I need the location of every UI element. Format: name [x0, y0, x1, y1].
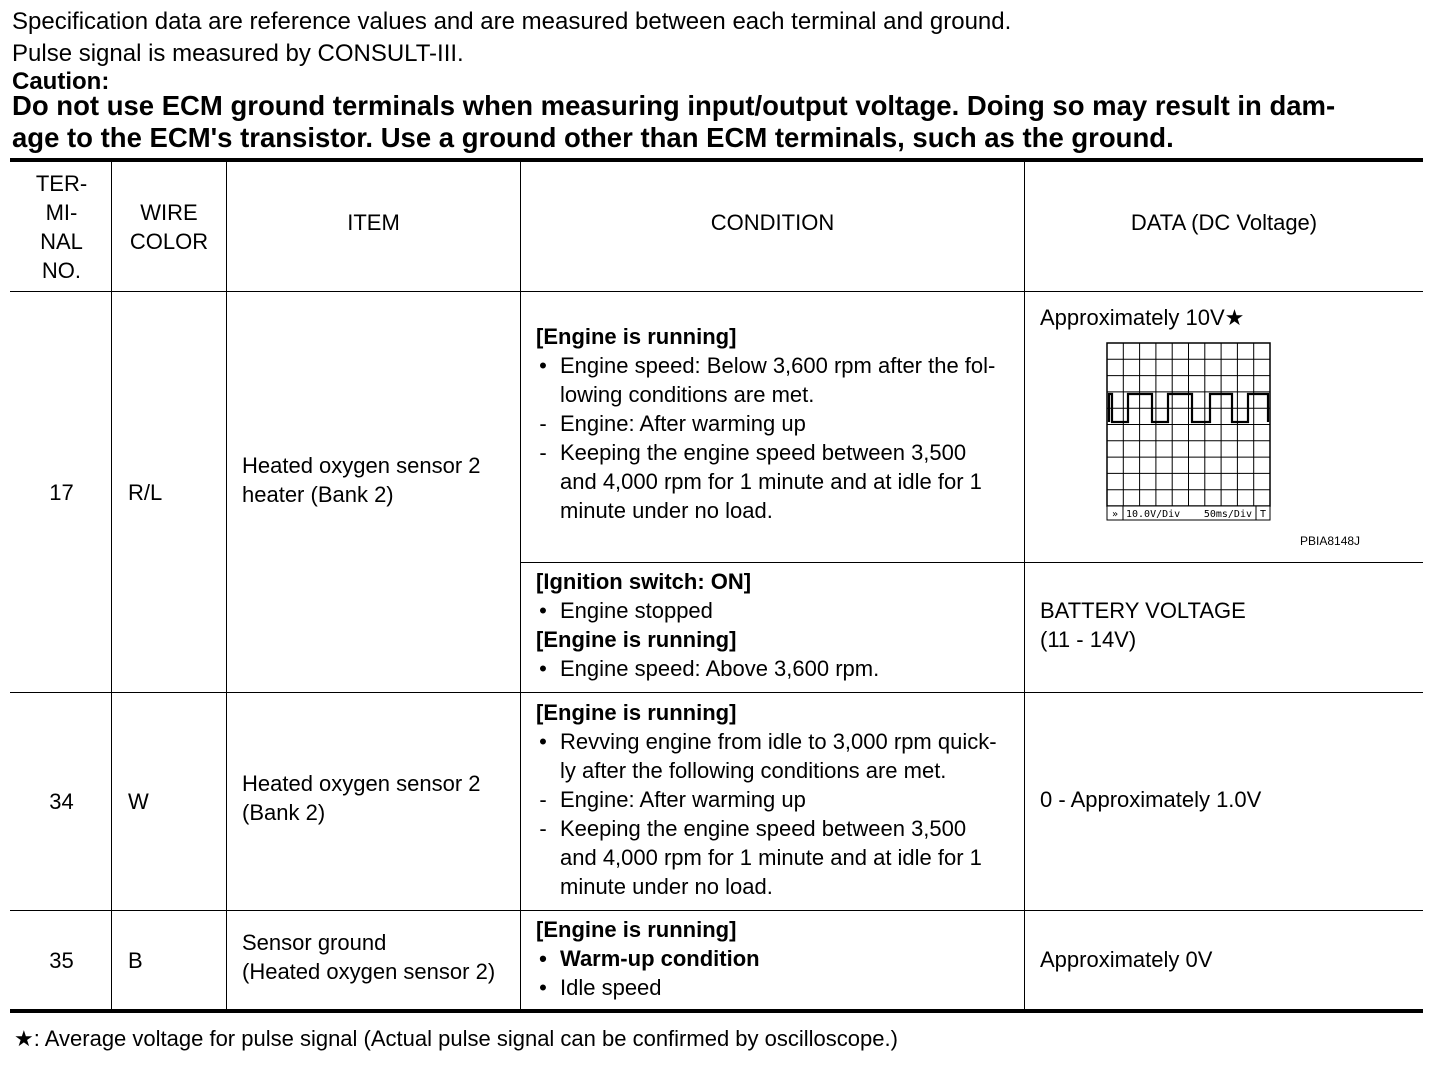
header-data — [1025, 162, 1423, 282]
condition-title: [Engine is running] — [536, 917, 737, 942]
condition-text: Idle speed — [560, 975, 662, 1000]
data-value: Approximately 10V — [1040, 305, 1225, 330]
table-bottom-rule — [10, 1009, 1423, 1013]
scope-trigger-icon: T — [1259, 509, 1267, 520]
condition-title: [Engine is running] — [536, 700, 737, 725]
header-terminal-line: MI- — [45, 199, 78, 225]
condition-title: [Engine is running] — [536, 324, 737, 349]
row35-item — [242, 911, 520, 1003]
data-value: (11 - 14V) — [1040, 627, 1137, 652]
condition-line — [536, 756, 1022, 785]
condition-line — [536, 409, 1022, 438]
condition-line — [536, 496, 1022, 525]
dash-marker: - — [539, 787, 547, 812]
wire-color: W — [128, 789, 149, 814]
row17-item — [242, 292, 520, 668]
condition-line — [536, 467, 1022, 496]
bullet-marker: • — [539, 946, 547, 971]
row17-data-1 — [1040, 303, 1244, 332]
row17-wire — [128, 292, 226, 692]
caution-line-1: Do not use ECM ground terminals when measuring input/output voltage. Doing so may result in dam- — [12, 90, 1336, 121]
condition-text: and 4,000 rpm for 1 minute and at idle for 1 — [560, 469, 982, 494]
row34-condition — [536, 698, 1022, 901]
data-value: BATTERY VOLTAGE — [1040, 598, 1246, 623]
row17-terminal — [12, 292, 111, 692]
condition-line — [536, 785, 1022, 814]
oscilloscope-figure — [1106, 342, 1272, 522]
header-condition-label: CONDITION — [710, 209, 835, 235]
figure-id: PBIA8148J — [1300, 534, 1361, 548]
row35-wire — [128, 911, 226, 1009]
header-condition — [521, 162, 1024, 282]
condition-line — [536, 944, 1022, 973]
condition-text: Keeping the engine speed between 3,500 — [560, 440, 967, 465]
condition-title: [Ignition switch: ON] — [536, 569, 752, 594]
header-terminal-line: NO. — [41, 257, 82, 283]
bullet-marker: • — [539, 975, 547, 1000]
bullet-marker: • — [539, 353, 547, 378]
item-line: Sensor ground — [242, 930, 387, 955]
condition-text: Engine stopped — [560, 598, 713, 623]
row34-wire — [128, 693, 226, 910]
row34-item — [242, 693, 520, 903]
condition-text: Engine speed: Below 3,600 rpm after the fol- — [560, 353, 996, 378]
condition-text: minute under no load. — [560, 498, 773, 523]
condition-line — [536, 380, 1022, 409]
header-wire-color — [112, 162, 226, 291]
condition-text: Warm-up condition — [560, 946, 760, 971]
row17-sub-divider — [520, 562, 1423, 563]
condition-line — [536, 872, 1022, 901]
bullet-marker: • — [539, 598, 547, 623]
item-line: (Bank 2) — [242, 800, 326, 825]
row34-terminal — [12, 693, 111, 910]
scope-prefix-icon: » — [1111, 509, 1119, 520]
data-value: 0 - Approximately 1.0V — [1040, 787, 1262, 812]
item-line: (Heated oxygen sensor 2) — [242, 959, 496, 984]
header-terminal-line: NAL — [40, 228, 83, 254]
oscilloscope-graph — [1106, 342, 1272, 522]
header-data-label: DATA (DC Voltage) — [1130, 209, 1318, 235]
scope-time-div: 50ms/Div — [1203, 509, 1252, 520]
condition-line — [536, 727, 1022, 756]
header-item — [227, 162, 520, 282]
dash-marker: - — [539, 440, 547, 465]
scope-voltage-div: 10.0V/Div — [1126, 509, 1181, 520]
condition-line — [536, 438, 1022, 467]
row17-data-2 — [1040, 596, 1246, 654]
row35-condition — [536, 915, 1022, 1002]
dash-marker: - — [539, 411, 547, 436]
caution-text — [12, 90, 1427, 154]
col-divider-2 — [226, 162, 227, 1009]
condition-text: lowing conditions are met. — [560, 382, 815, 407]
condition-text: Engine: After warming up — [560, 411, 806, 436]
condition-text: minute under no load. — [560, 874, 773, 899]
item-line: Heated oxygen sensor 2 — [242, 453, 481, 478]
star-icon: ★ — [1224, 305, 1245, 330]
row34-data — [1040, 693, 1420, 906]
row17-condition-2 — [536, 567, 1022, 683]
condition-text: ly after the following conditions are met. — [560, 758, 947, 783]
header-terminal-line: TER- — [35, 170, 88, 196]
terminal-number: 34 — [49, 789, 74, 814]
condition-title: [Engine is running] — [536, 627, 737, 652]
condition-text: Revving engine from idle to 3,000 rpm quick- — [560, 729, 997, 754]
row35-terminal — [12, 911, 111, 1009]
intro-line-2: Pulse signal is measured by CONSULT-III. — [12, 40, 464, 67]
condition-text: Keeping the engine speed between 3,500 — [560, 816, 967, 841]
item-line: heater (Bank 2) — [242, 482, 394, 507]
condition-line — [536, 843, 1022, 872]
wire-color: R/L — [128, 479, 163, 505]
terminal-number: 35 — [49, 947, 74, 973]
condition-line — [536, 351, 1022, 380]
condition-text: Engine: After warming up — [560, 787, 806, 812]
header-terminal — [12, 162, 111, 291]
star-icon: ★ — [14, 1026, 34, 1051]
condition-line — [536, 814, 1022, 843]
row35-data — [1040, 911, 1420, 1007]
condition-line — [536, 596, 1022, 625]
footnote-text: : Average voltage for pulse signal (Actual pulse signal can be confirmed by oscilloscope.) — [33, 1026, 898, 1051]
condition-text: Engine speed: Above 3,600 rpm. — [560, 656, 880, 681]
item-line: Heated oxygen sensor 2 — [242, 771, 481, 796]
caution-title: Caution: — [12, 68, 110, 95]
intro-line-1: Specification data are reference values and are measured between each terminal and ground. — [12, 8, 1012, 35]
col-divider-3 — [520, 162, 521, 1009]
dash-marker: - — [539, 816, 547, 841]
wire-color: B — [128, 947, 143, 973]
footnote — [14, 1026, 898, 1052]
caution-line-2: age to the ECM's transistor. Use a ground other than ECM terminals, such as the ground. — [12, 122, 1174, 153]
header-item-label: ITEM — [347, 209, 400, 235]
condition-text: and 4,000 rpm for 1 minute and at idle for 1 — [560, 845, 982, 870]
data-value: Approximately 0V — [1040, 946, 1213, 972]
condition-line — [536, 654, 1022, 683]
bullet-marker: • — [539, 729, 547, 754]
header-wire-line: WIRE — [140, 199, 198, 225]
col-divider-4 — [1024, 162, 1025, 1009]
condition-line — [536, 973, 1022, 1002]
bullet-marker: • — [539, 656, 547, 681]
header-wire-line: COLOR — [129, 228, 209, 254]
row17-condition-1 — [536, 322, 1022, 525]
terminal-number: 17 — [49, 479, 74, 505]
